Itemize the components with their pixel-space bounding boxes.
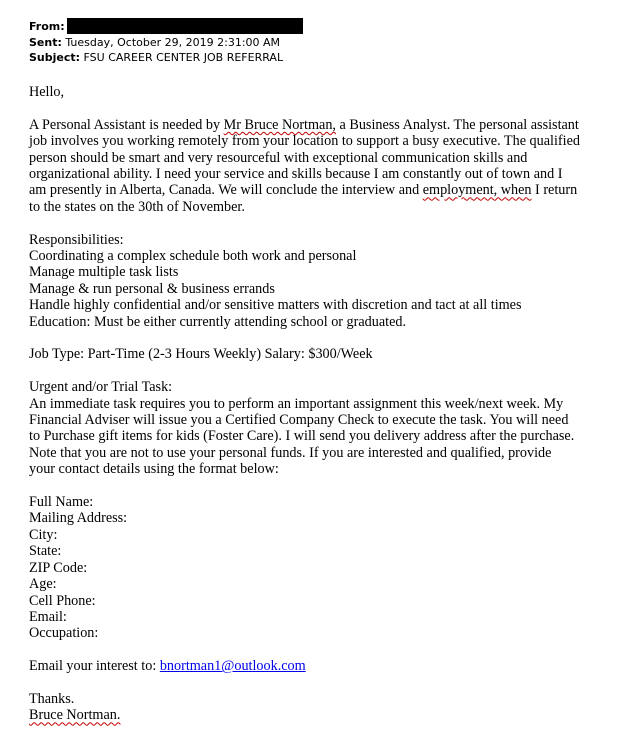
responsibility-item: Manage & run personal & business errands bbox=[29, 280, 275, 297]
email-body bbox=[29, 84, 624, 724]
responsibility-item: Coordinating a complex schedule both work and personal bbox=[29, 248, 357, 265]
form-field-full-name: Full Name: bbox=[29, 494, 94, 511]
signature bbox=[29, 707, 624, 723]
subject-value: FSU CAREER CENTER JOB REFERRAL bbox=[83, 51, 284, 64]
form-field-email: Email: bbox=[29, 608, 67, 625]
education-line: Education: Must be either currently attending school or graduated. bbox=[29, 313, 407, 330]
sent-label: Sent: bbox=[29, 36, 62, 49]
intro-text: a Business Analyst. The personal assistant bbox=[335, 116, 579, 133]
intro-text: A Personal Assistant is needed by bbox=[29, 116, 224, 133]
job-type-line: Job Type: Part-Time (2-3 Hours Weekly) Salary: $300/Week bbox=[29, 346, 373, 363]
email-interest-line bbox=[29, 658, 624, 674]
form-field-cell-phone: Cell Phone: bbox=[29, 592, 96, 609]
intro-line bbox=[29, 182, 624, 198]
intro-text: am presently in Alberta, Canada. We will conclude the interview and bbox=[29, 182, 423, 199]
intro-line: to the states on the 30th of November. bbox=[29, 198, 245, 215]
task-line: An immediate task requires you to perform an important assignment this week/next week. My bbox=[29, 395, 564, 412]
form-field-state: State: bbox=[29, 543, 62, 560]
email-link[interactable]: bnortman1@outlook.com bbox=[159, 658, 306, 675]
intro-text: I return bbox=[531, 182, 578, 199]
responsibility-item: Manage multiple task lists bbox=[29, 264, 179, 281]
intro-line bbox=[29, 117, 624, 133]
intro-line: job involves you working remotely from your location to support a busy executive. The qualified bbox=[29, 133, 580, 150]
sent-row bbox=[29, 36, 280, 50]
form-field-mailing-address: Mailing Address: bbox=[29, 510, 128, 527]
email-prompt: Email your interest to: bbox=[29, 658, 160, 675]
form-field-age: Age: bbox=[29, 576, 57, 593]
task-line: to Purchase gift items for kids (Foster Care). I will send you delivery address after the purchase. bbox=[29, 428, 575, 445]
responsibilities-heading: Responsibilities: bbox=[29, 231, 124, 248]
task-heading: Urgent and/or Trial Task: bbox=[29, 379, 173, 396]
spellcheck-word: employment, when bbox=[422, 182, 532, 199]
from-label: From: bbox=[29, 20, 65, 33]
subject-row bbox=[29, 51, 283, 65]
subject-label: Subject: bbox=[29, 51, 81, 64]
form-field-occupation: Occupation: bbox=[29, 625, 99, 642]
greeting: Hello, bbox=[29, 84, 65, 100]
task-line: Financial Adviser will issue you a Certified Company Check to execute the task. You will need bbox=[29, 412, 569, 429]
intro-line: organizational ability. I need your service and skills because I am constantly out of town and I bbox=[29, 166, 563, 183]
task-line: Note that you are not to use your personal funds. If you are interested and qualified, provide bbox=[29, 444, 552, 461]
form-field-city: City: bbox=[29, 526, 58, 543]
signature-name: Bruce Nortman. bbox=[29, 707, 121, 724]
responsibility-item: Handle highly confidential and/or sensitive matters with discretion and tact at all times bbox=[29, 297, 522, 314]
from-row bbox=[29, 18, 303, 34]
intro-line: person should be smart and very resourceful with exceptional communication skills and bbox=[29, 149, 528, 166]
closing: Thanks. bbox=[29, 690, 75, 707]
task-line: your contact details using the format below: bbox=[29, 461, 279, 478]
sent-value: Tuesday, October 29, 2019 2:31:00 AM bbox=[65, 36, 281, 49]
form-field-zip: ZIP Code: bbox=[29, 559, 88, 576]
redacted-sender bbox=[67, 18, 303, 34]
sender-name-inline: Mr Bruce Nortman, bbox=[223, 116, 336, 133]
